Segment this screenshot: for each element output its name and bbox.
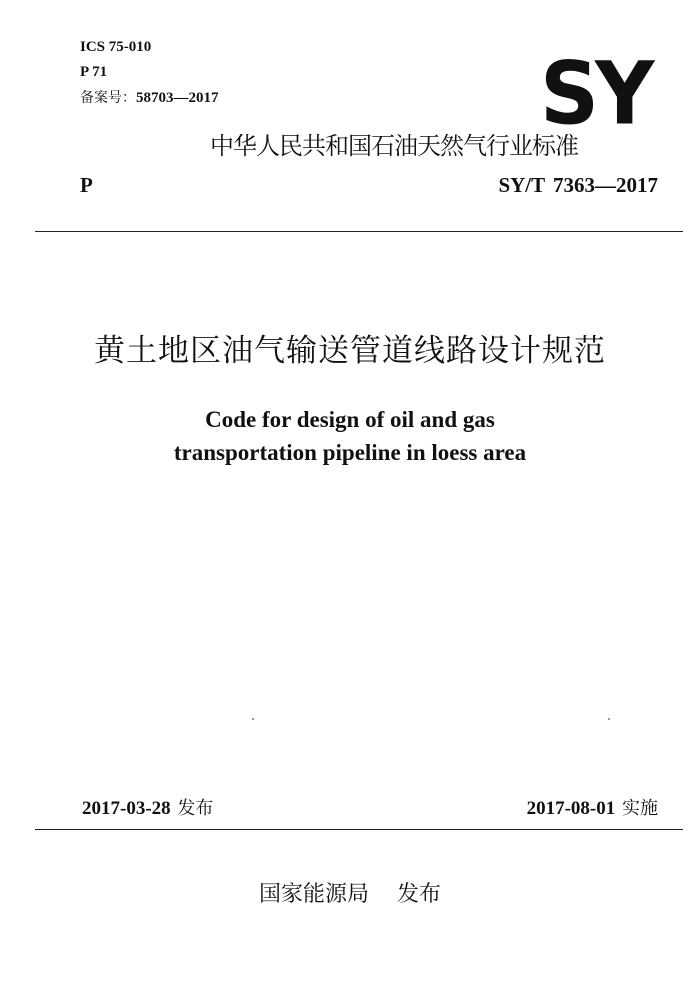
bottom-divider	[35, 829, 683, 830]
ccs-code: P 71	[80, 64, 108, 80]
scan-speck	[608, 718, 610, 720]
release-date-line	[82, 797, 213, 821]
title-english-line-1: Code for design of oil and gas	[205, 407, 495, 432]
scan-speck	[252, 718, 254, 720]
release-date: 2017-03-28	[82, 798, 171, 819]
top-divider	[35, 231, 683, 232]
effective-label: 实施	[622, 798, 658, 819]
effective-date-line	[527, 797, 658, 821]
standard-number: SY/T 7363—2017	[498, 173, 658, 197]
record-number: 58703—2017	[136, 90, 219, 106]
sy-logo: SY	[540, 44, 651, 145]
classification-letter: P	[80, 173, 93, 197]
standard-type-title: 中华人民共和国石油天然气行业标准	[210, 132, 578, 160]
publisher: 国家能源局 发布	[259, 882, 441, 907]
record-number-label: 备案号：	[80, 90, 136, 106]
release-label: 发布	[177, 798, 214, 819]
title-english-line-2: transportation pipeline in loess area	[173, 440, 527, 465]
effective-date: 2017-08-01	[526, 798, 616, 819]
ics-code: ICS 75-010	[80, 39, 152, 55]
record-number-line	[80, 89, 219, 107]
title-chinese: 黄土地区油气输送管道线路设计规范	[94, 333, 606, 369]
